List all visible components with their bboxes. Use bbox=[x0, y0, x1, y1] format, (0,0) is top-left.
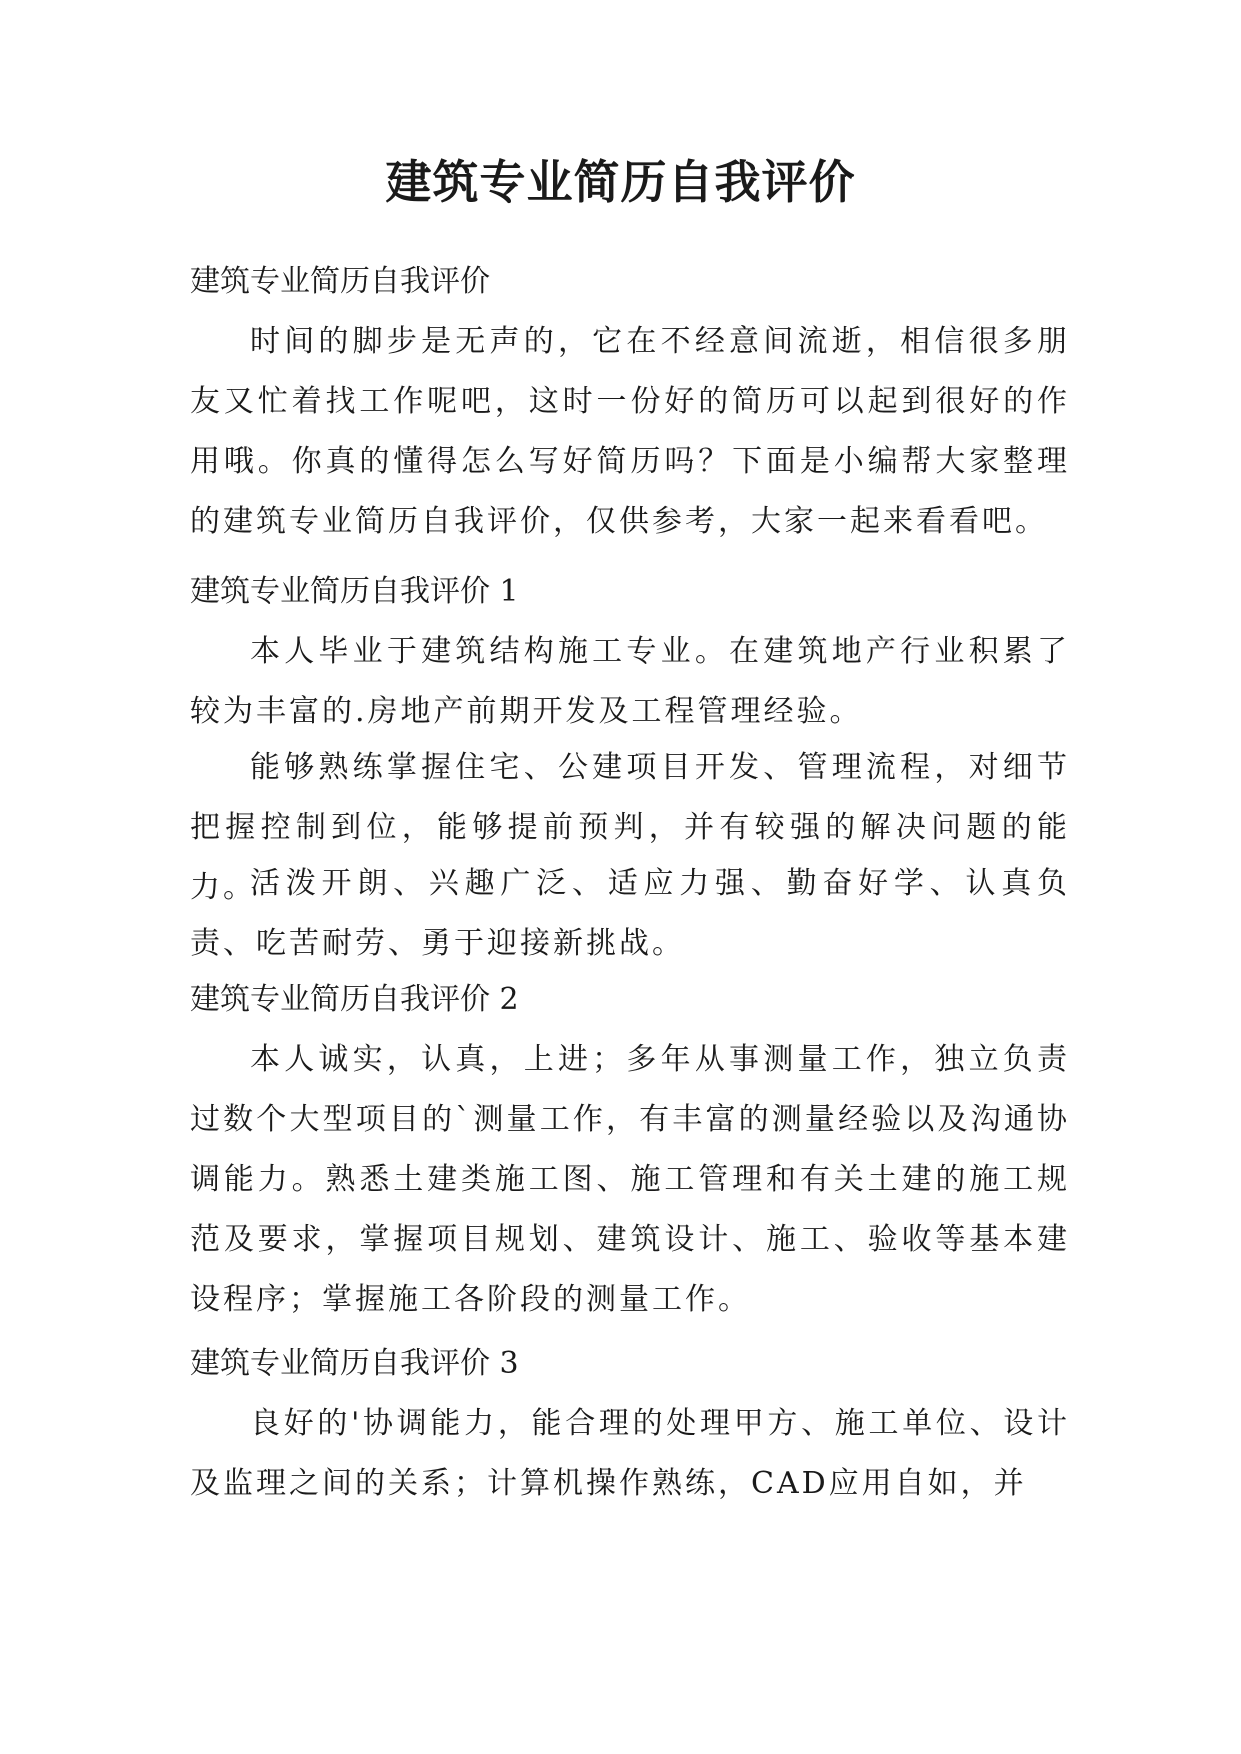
document-title: 建筑专业简历自我评价 bbox=[385, 155, 856, 209]
section-heading-2: 建筑专业简历自我评价 2 bbox=[190, 982, 519, 1017]
section-3-paragraph-1: 良好的'协调能力，能合理的处理甲方、施工单位、设计及监理之间的关系；计算机操作熟练，CAD应用自如，并 bbox=[190, 1406, 1070, 1501]
intro-paragraph: 时间的脚步是无声的，它在不经意间流逝，相信很多朋友又忙着找工作呢吧，这时一份好的简历可以起到很好的作用哦。你真的懂得怎么写好简历吗？下面是小编帮大家整理的建筑专业简历自我评价，仅供参考，大家一起来看看吧。 bbox=[190, 324, 1070, 539]
section-1-paragraph-2: 能够熟练掌握住宅、公建项目开发、管理流程，对细节把握控制到位，能够提前预判，并有较强的解决问题的能力。 bbox=[190, 750, 1070, 905]
intro-heading: 建筑专业简历自我评价 bbox=[190, 264, 490, 299]
section-1-paragraph-1: 本人毕业于建筑结构施工专业。在建筑地产行业积累了较为丰富的.房地产前期开发及工程管理经验。 bbox=[190, 634, 1070, 729]
section-1-paragraph-3: 活泼开朗、兴趣广泛、适应力强、勤奋好学、认真负责、吃苦耐劳、勇于迎接新挑战。 bbox=[190, 866, 1070, 961]
section-heading-1: 建筑专业简历自我评价 1 bbox=[190, 574, 519, 609]
section-2-paragraph-1: 本人诚实，认真，上进；多年从事测量工作，独立负责过数个大型项目的`测量工作，有丰富的测量经验以及沟通协调能力。熟悉土建类施工图、施工管理和有关土建的施工规范及要求，掌握项目规划、建筑设计、施工、验收等基本建设程序；掌握施工各阶段的测量工作。 bbox=[190, 1042, 1070, 1317]
section-heading-3: 建筑专业简历自我评价 3 bbox=[190, 1346, 519, 1381]
